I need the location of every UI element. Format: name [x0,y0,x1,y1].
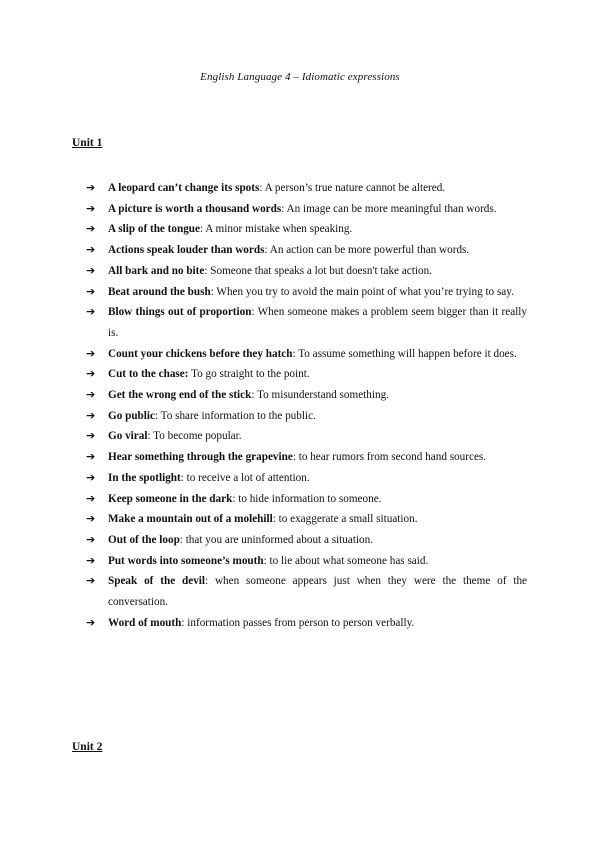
arrow-bullet-icon: ➔ [86,615,96,629]
idiom-list-item [86,447,527,468]
idiom-entry [108,406,527,427]
idiom-term: A slip of the tongue [108,223,200,236]
arrow-bullet-icon: ➔ [86,222,96,236]
arrow-bullet-icon: ➔ [86,243,96,257]
idiom-separator: : [259,182,265,194]
idiom-definition: that you are uninformed about a situation. [185,533,374,546]
idiom-entry [108,261,527,282]
arrow-bullet-icon: ➔ [86,532,96,546]
idiom-separator: : [251,306,258,319]
idiom-definition: An image can be more meaningful than words. [286,202,497,215]
idiom-separator: : [292,347,299,360]
idiom-entry [108,613,527,634]
idiom-entry [108,344,527,365]
idiom-term: Make a mountain out of a molehill [108,513,273,526]
idiom-list-item [86,178,527,199]
idiom-entry [108,364,527,385]
idiom-term: Beat around the bush [108,285,211,298]
idiom-list-item [86,551,527,572]
arrow-bullet-icon: ➔ [86,408,96,422]
arrow-bullet-icon: ➔ [86,553,96,567]
arrow-bullet-icon: ➔ [86,470,96,484]
idiom-term: In the spotlight [108,471,181,484]
idiom-definition: Someone that speaks a lot but doesn't take action. [210,264,432,277]
document-title: English Language 4 – Idiomatic expressions [200,71,400,83]
arrow-bullet-icon: ➔ [86,346,96,360]
idiom-entry [108,219,527,240]
idiom-separator: : [204,264,211,277]
idiom-list-item [86,240,527,261]
idiom-definition: to hear rumors from second hand sources. [298,451,487,464]
idiom-entry [108,178,527,199]
idiom-entry [108,489,527,510]
arrow-bullet-icon: ➔ [86,429,96,443]
arrow-bullet-icon: ➔ [86,263,96,277]
idiom-entry [108,282,527,303]
arrow-bullet-icon: ➔ [86,574,96,588]
idiom-separator: : [263,554,270,567]
idiom-separator: : [154,409,161,422]
idiom-separator: : [251,389,258,402]
idiom-term: Cut to the chase: [108,368,189,381]
arrow-bullet-icon: ➔ [86,305,96,319]
idiom-separator: : [147,430,154,443]
idiom-entry [108,302,527,343]
idiom-definition: to lie about what someone has said. [269,554,429,567]
idiom-entry [108,447,527,468]
arrow-bullet-icon: ➔ [86,284,96,298]
idiom-definition: An action can be more powerful than words. [269,244,470,257]
idiom-definition: to exaggerate a small situation. [278,513,418,526]
idiom-term: A leopard can’t change its spots [108,182,260,194]
idiom-entry [108,385,527,406]
idiom-list-item [86,489,527,510]
idiom-list [86,178,527,633]
idiom-list-item [86,344,527,365]
idiom-entry [108,509,527,530]
idiom-definition: When someone makes a problem seem bigger than it really is. [108,306,527,339]
idiom-entry [108,199,527,220]
idiom-definition: A minor mistake when speaking. [205,223,353,236]
idiom-definition: A person’s true nature cannot be altered. [264,182,446,194]
idiom-term: Go viral [108,430,148,443]
idiom-term: Blow things out of proportion [108,306,252,319]
idiom-list-item [86,364,527,385]
idiom-list-item [86,426,527,447]
idiom-term: Go public [108,409,155,422]
idiom-term: Out of the loop [108,533,180,546]
idiom-separator: : [205,575,215,588]
unit-2-heading: Unit 2 [72,741,103,753]
arrow-bullet-icon: ➔ [86,388,96,402]
idiom-separator: : [264,244,270,257]
idiom-term: Hear something through the grapevine [108,451,293,464]
idiom-term: Actions speak louder than words [108,244,265,257]
idiom-term: Speak of the devil [108,575,205,588]
idiom-separator: : [272,513,279,526]
idiom-definition: To go straight to the point. [191,368,310,381]
idiom-definition: to hide information to someone. [238,492,382,505]
idiom-definition: to receive a lot of attention. [186,471,310,484]
idiom-list-item [86,468,527,489]
arrow-bullet-icon: ➔ [86,201,96,215]
idiom-list-item [86,613,527,634]
idiom-entry [108,240,527,261]
idiom-list-item [86,261,527,282]
idiom-list-item [86,530,527,551]
idiom-entry [108,551,527,572]
arrow-bullet-icon: ➔ [86,491,96,505]
idiom-separator: : [181,616,188,629]
idiom-list-item [86,219,527,240]
idiom-list-item [86,302,527,343]
idiom-entry [108,468,527,489]
idiom-definition: when someone appears just when they were the theme of the conversation. [108,575,527,609]
idiom-separator: : [179,533,186,546]
idiom-list-item [86,199,527,220]
idiom-definition: To misunderstand something. [257,389,389,402]
idiom-term: All bark and no bite [108,264,205,277]
idiom-term: Word of mouth [108,616,182,629]
idiom-entry [108,530,527,551]
arrow-bullet-icon: ➔ [86,512,96,526]
idiom-separator: : [292,451,299,464]
idiom-list-item [86,509,527,530]
idiom-term: Keep someone in the dark [108,492,233,505]
idiom-separator: : [180,471,187,484]
idiom-separator: : [200,223,206,236]
idiom-definition: information passes from person to person verbally. [187,616,415,629]
idiom-definition: When you try to avoid the main point of what you’re trying to say. [216,285,514,298]
idiom-list-item [86,282,527,303]
arrow-bullet-icon: ➔ [86,450,96,464]
idiom-entry [108,426,527,447]
idiom-list-item [86,406,527,427]
idiom-term: Put words into someone’s mouth [108,554,264,567]
idiom-separator: : [232,492,239,505]
idiom-definition: To assume something will happen before it does. [298,347,517,360]
idiom-term: A picture is worth a thousand words [108,202,282,215]
idiom-separator: : [210,285,217,298]
idiom-definition: To become popular. [153,430,242,443]
idiom-list-item [86,571,527,612]
idiom-separator: : [281,202,287,215]
arrow-bullet-icon: ➔ [86,367,96,381]
idiom-list-item [86,385,527,406]
idiom-term: Count your chickens before they hatch [108,347,293,360]
idiom-term: Get the wrong end of the stick [108,389,252,402]
idiom-definition: To share information to the public. [160,409,316,422]
unit-1-heading: Unit 1 [72,137,103,149]
arrow-bullet-icon: ➔ [86,181,96,194]
idiom-entry [108,571,527,612]
